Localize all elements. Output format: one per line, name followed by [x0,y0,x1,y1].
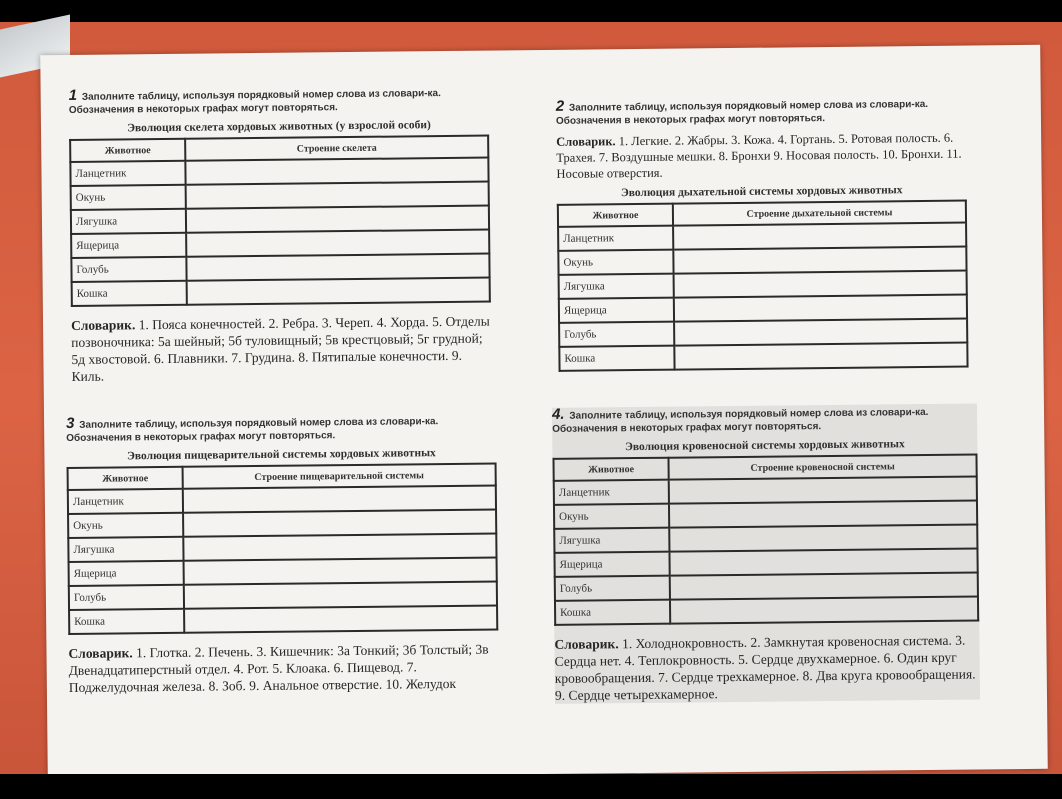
answer-cell [186,254,489,281]
animal-cell: Ящерица [554,552,669,577]
answer-cell [184,582,497,609]
animal-cell: Кошка [69,609,184,634]
dictionary-text: 1. Глотка. 2. Печень. 3. Кишечник: 3а Тонкий; 3б Толстый; 3в Двенадцатиперстный отдел. 4. Рот. 5. Клоака. 6. Пищевод. 7. Поджелудочная железа. 8. Зоб. 9. Анальное отверстие. 10. Желудок [68,641,489,695]
answer-cell [185,158,488,185]
table-title: Эволюция кровеносной системы хордовых животных [624,438,905,454]
animal-cell: Кошка [72,281,187,306]
animal-cell: Ланцетник [554,480,669,505]
worksheet-page [40,45,1048,779]
instruction-text: Заполните таблицу, используя порядковый номер слова из словари-ка. Обозначения в некоторых графах могут повторяться. [68,88,441,116]
table-row [69,606,497,634]
dictionary-label: Словарик. [70,317,136,333]
task-digestive [66,413,499,696]
answer-cell [184,558,497,585]
animal-cell: Ланцетник [558,226,673,251]
digestive-table [67,462,499,634]
task-number: 4. [551,405,565,423]
animal-cell: Лягушка [68,537,183,562]
answer-cell [674,271,967,298]
animal-cell: Голубь [559,322,674,347]
table-row [72,278,490,306]
skeleton-table [69,135,491,307]
task-instruction [66,413,496,446]
header-structure: Строение дыхательной системы [673,201,966,226]
animal-cell: Кошка [555,600,670,625]
dictionary [554,631,980,703]
header-structure: Строение скелета [185,136,488,161]
bottom-black-bar [0,774,1062,799]
table-title: Эволюция скелета хордовых животных (у взрослой особи) [127,119,431,135]
table-title: Эволюция дыхательной системы хордовых животных [620,184,903,200]
task-instruction [556,96,966,128]
header-animal: Животное [558,204,673,227]
dictionary-text: 1. Холоднокровность. 2. Замкнутая кровеносная система. 3. Сердца нет. 4. Теплокровность. 5. Сердце двухкамерное. 6. Один круг кровообращения. 7. Сердце трехкамерное. 8. Два круга кровообращения. 9. Сердце четырехкамерное. [554,632,976,703]
dictionary [556,130,966,182]
circulatory-table [552,453,979,625]
answer-cell [186,230,489,257]
task-circulatory [552,403,980,703]
task-instruction [69,85,489,117]
animal-cell: Ланцетник [68,489,183,514]
animal-cell: Окунь [558,250,673,275]
dictionary-label: Словарик. [556,134,616,149]
header-structure: Строение кровеносной системы [668,454,976,479]
answer-cell [673,223,966,250]
answer-cell [187,278,490,305]
answer-cell [669,548,977,575]
instruction-text: Заполните таблицу, используя порядковый номер слова из словари-ка. Обозначения в некоторых графах могут повторяться. [66,416,439,445]
answer-cell [674,343,967,370]
answer-cell [183,510,496,537]
animal-cell: Окунь [68,513,183,538]
dictionary-text: 1. Пояса конечностей. 2. Ребра. 3. Череп. 4. Хорда. 5. Отделы позвоночника: 5а шейный; 5б туловищный; 5в крестцовый; 5г грудной; 5д хвостовой. 6. Плавники. 7. Грудина. 8. Пятипалые конечности. 9. Киль. [71,313,490,384]
table-title: Эволюция пищеварительной системы хордовых животных [127,447,436,463]
answer-cell [186,182,489,209]
task-number: 3 [66,414,75,433]
animal-cell: Ящерица [69,561,184,586]
answer-cell [669,476,977,503]
dictionary-text: 1. Легкие. 2. Жабры. 3. Кожа. 4. Гортань. 5. Ротовая полость. 6. Трахея. 7. Воздушные мешки. 8. Бронхи 9. Носовая полость. 10. Бронхи. 11. Носовые отверстия. [556,130,962,181]
dictionary [68,640,499,696]
answer-cell [186,206,489,233]
top-black-bar [0,0,1062,22]
animal-cell: Лягушка [71,209,186,234]
answer-cell [674,295,967,322]
animal-cell: Лягушка [554,528,669,553]
instruction-text: Заполните таблицу, используя порядковый номер слова из словари-ка. Обозначения в некоторых графах могут повторяться. [555,98,929,127]
answer-cell [669,524,977,551]
dictionary-label: Словарик. [68,645,133,661]
answer-cell [673,247,966,274]
dictionary-label: Словарик. [554,636,619,652]
task-respiratory [556,96,969,372]
answer-cell [674,319,967,346]
header-structure: Строение пищеварительной системы [183,464,496,489]
animal-cell: Голубь [71,257,186,282]
answer-cell [670,596,978,623]
table-row [555,596,978,624]
animal-cell: Ланцетник [70,161,185,186]
task-instruction [552,403,977,435]
animal-cell: Ящерица [559,298,674,323]
animal-cell: Ящерица [71,233,186,258]
header-animal: Животное [68,467,183,490]
animal-cell: Голубь [555,576,670,601]
table-row [559,343,967,371]
answer-cell [670,572,978,599]
header-animal: Животное [70,139,185,162]
answer-cell [183,486,496,513]
task-number: 2 [555,97,565,115]
respiratory-table [557,200,969,372]
dictionary [71,313,492,385]
animal-cell: Голубь [69,585,184,610]
answer-cell [669,500,977,527]
answer-cell [183,534,496,561]
task-skeleton [69,85,492,385]
task-number: 1 [68,86,78,104]
answer-cell [184,606,497,633]
animal-cell: Лягушка [559,274,674,299]
animal-cell: Окунь [554,504,669,529]
instruction-text: Заполните таблицу, используя порядковый номер слова из словари-ка. Обозначения в некоторых графах могут повторяться. [552,406,929,435]
header-animal: Животное [553,458,668,481]
animal-cell: Окунь [71,185,186,210]
animal-cell: Кошка [559,346,674,371]
